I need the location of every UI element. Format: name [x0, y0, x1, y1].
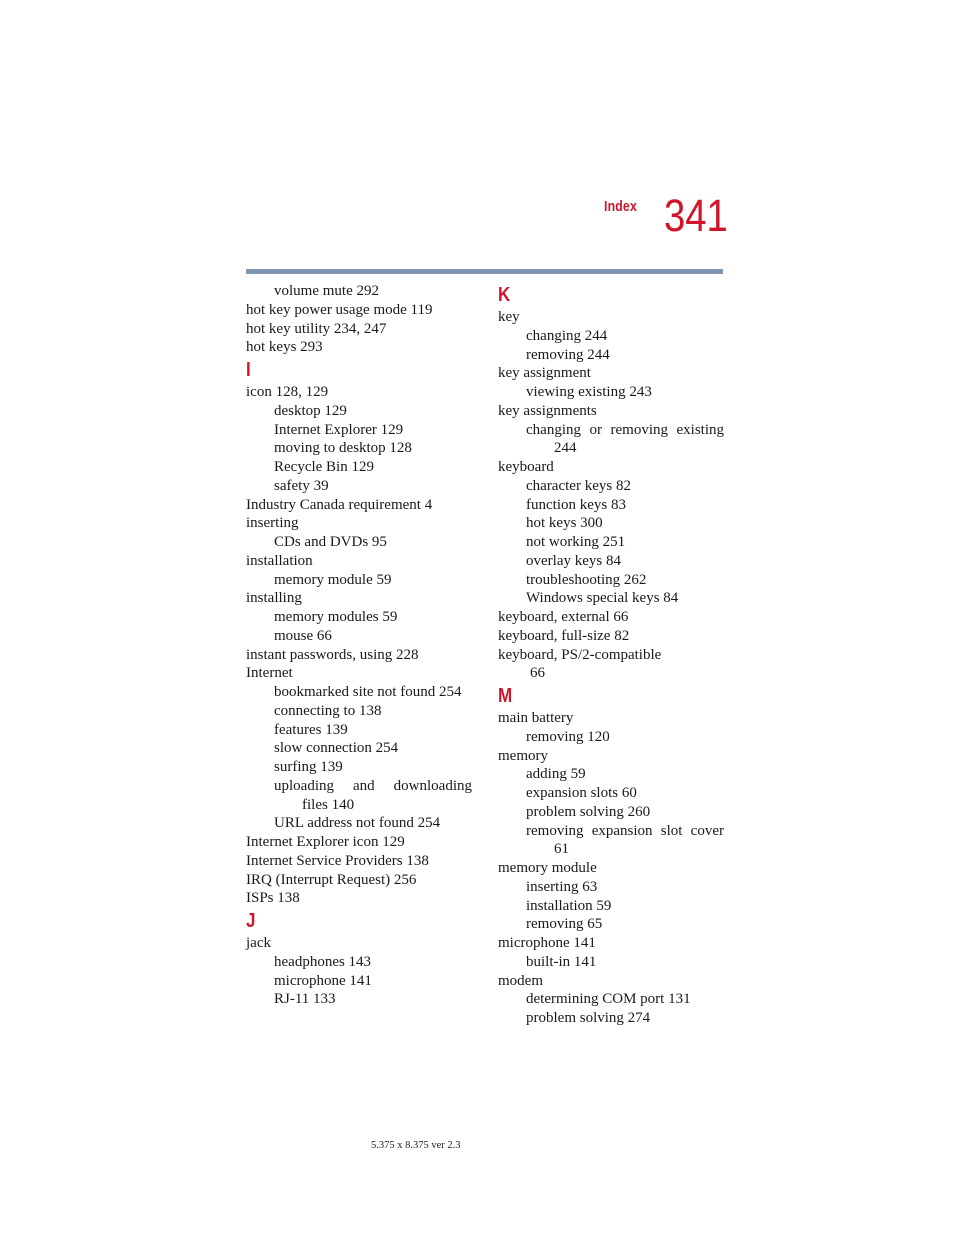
index-subentry: problem solving 274 — [526, 1010, 651, 1026]
index-entry: key assignment — [498, 365, 591, 382]
index-entry: main battery — [498, 710, 574, 726]
index-subentry: bookmarked site not found 254 — [274, 684, 462, 700]
index-entry: ISPs 138 — [246, 890, 300, 907]
index-subentry: headphones 143 — [274, 953, 372, 970]
letter-heading-k: K — [498, 284, 511, 306]
index-subentry: URL address not found 254 — [274, 815, 441, 832]
index-subentry: changing 244 — [526, 327, 608, 344]
index-subentry: memory module 59 — [274, 571, 392, 588]
index-subentry: viewing existing 243 — [526, 384, 652, 400]
index-subentry: safety 39 — [274, 477, 329, 494]
index-subentry: memory modules 59 — [274, 609, 398, 625]
index-subentry: volume mute 292 — [274, 283, 379, 299]
index-subentry-continuation: 61 — [554, 841, 569, 858]
index-subentry: uploading and downloading — [274, 777, 472, 794]
index-subentry: built-in 141 — [526, 953, 597, 970]
index-entry: keyboard — [498, 459, 554, 475]
header-rule — [246, 269, 723, 274]
index-column-left — [246, 282, 472, 1009]
letter-heading-j: J — [246, 910, 256, 932]
index-subentry: troubleshooting 262 — [526, 571, 647, 588]
index-entry: hot key power usage mode 119 — [246, 301, 433, 318]
index-subentry: Internet Explorer 129 — [274, 421, 404, 438]
index-entry: Internet Explorer icon 129 — [246, 834, 405, 850]
index-subentry: removing 120 — [526, 728, 610, 745]
index-subentry: expansion slots 60 — [526, 785, 637, 801]
index-subentry: removing expansion slot cover — [526, 822, 724, 839]
page-footer: 5.375 x 8.375 ver 2.3 — [371, 1140, 461, 1151]
index-subentry: character keys 82 — [526, 477, 631, 494]
index-subentry: hot keys 300 — [526, 515, 603, 532]
index-column-right — [498, 282, 724, 1028]
index-subentry: function keys 83 — [526, 496, 626, 513]
index-entry: IRQ (Interrupt Request) 256 — [246, 871, 417, 888]
index-subentry: inserting 63 — [526, 878, 598, 895]
page-number: 341 — [664, 190, 728, 241]
index-entry: keyboard, PS/2-compatible — [498, 646, 662, 663]
index-entry: keyboard, full-size 82 — [498, 627, 630, 644]
index-entry: icon 128, 129 — [246, 384, 329, 400]
index-subentry: slow connection 254 — [274, 740, 399, 757]
index-subentry: mouse 66 — [274, 627, 332, 644]
index-entry: inserting — [246, 515, 299, 532]
index-entry: hot key utility 234, 247 — [246, 320, 387, 337]
index-entry: hot keys 293 — [246, 339, 323, 356]
index-entry: memory module — [498, 860, 597, 876]
index-subentry: moving to desktop 128 — [274, 440, 412, 457]
index-subentry: not working 251 — [526, 534, 626, 550]
index-entry: key assignments — [498, 402, 597, 419]
index-entry: installing — [246, 590, 302, 607]
index-entry: microphone 141 — [498, 935, 596, 951]
index-entry: memory — [498, 747, 548, 764]
index-subentry-continuation: 244 — [554, 440, 577, 457]
index-subentry: CDs and DVDs 95 — [274, 534, 387, 550]
index-subentry: surfing 139 — [274, 759, 343, 775]
section-label: Index — [604, 198, 637, 215]
index-subentry: adding 59 — [526, 766, 586, 783]
index-subentry: Recycle Bin 129 — [274, 459, 374, 475]
index-subentry: removing 244 — [526, 346, 610, 363]
index-subentry: microphone 141 — [274, 972, 372, 989]
index-entry: modem — [498, 972, 543, 989]
index-subentry: determining COM port 131 — [526, 991, 691, 1008]
index-subentry: Windows special keys 84 — [526, 590, 679, 607]
index-subentry: desktop 129 — [274, 402, 347, 419]
letter-heading-m: M — [498, 685, 513, 707]
index-entry: installation — [246, 552, 313, 569]
index-subentry: installation 59 — [526, 897, 612, 914]
index-subentry: connecting to 138 — [274, 702, 382, 719]
index-entry: keyboard, external 66 — [498, 609, 629, 625]
index-subentry: problem solving 260 — [526, 803, 651, 820]
index-subentry: features 139 — [274, 721, 348, 738]
index-subentry: changing or removing existing — [526, 421, 724, 438]
index-subentry-continuation: files 140 — [302, 796, 355, 813]
index-subentry: RJ-11 133 — [274, 991, 336, 1008]
index-subentry: removing 65 — [526, 916, 603, 933]
letter-heading-i: I — [246, 359, 251, 381]
index-subentry: overlay keys 84 — [526, 552, 621, 569]
index-entry-continuation: 66 — [530, 665, 545, 682]
index-entry: Internet — [246, 665, 293, 682]
index-entry: jack — [246, 935, 271, 951]
index-entry: Industry Canada requirement 4 — [246, 496, 433, 513]
index-entry: key — [498, 309, 520, 325]
index-entry: instant passwords, using 228 — [246, 646, 419, 663]
index-entry: Internet Service Providers 138 — [246, 852, 429, 869]
